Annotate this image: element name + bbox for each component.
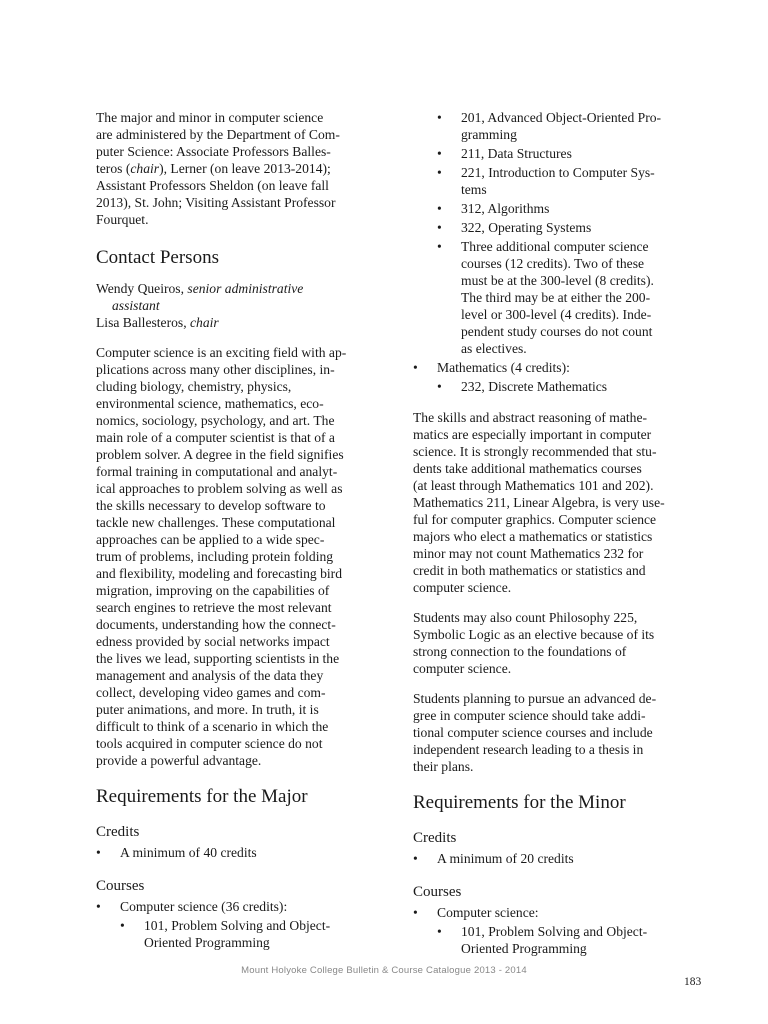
list-item-line: as electives.	[461, 341, 527, 356]
bullet-icon: •	[413, 360, 418, 375]
about-line: formal training in computational and analyt-	[96, 464, 338, 479]
bullet-icon: •	[437, 239, 442, 254]
skills-paragraph	[413, 409, 708, 596]
advanced-line: gree in computer science should take addi-	[413, 708, 646, 723]
skills-line: Mathematics 211, Linear Algebra, is very use-	[413, 495, 665, 510]
skills-line: credit in both mathematics or statistics and	[413, 563, 646, 578]
minor-credits-heading: Credits	[413, 830, 457, 846]
list-item-line: gramming	[461, 127, 517, 142]
list-item-line: 322, Operating Systems	[461, 220, 592, 235]
list-item: • A minimum of 20 credits	[413, 851, 574, 866]
about-line: ical approaches to problem solving as well as	[96, 481, 343, 496]
advanced-line: their plans.	[413, 759, 474, 774]
list-item-line: Three additional computer science	[461, 239, 649, 254]
catalogue-footer: Mount Holyoke College Bulletin & Course Catalogue 2013 - 2014	[241, 965, 527, 976]
about-line: provide a powerful advantage.	[96, 753, 262, 768]
list-item: • Computer science (36 credits):	[96, 899, 288, 914]
major-credits-list	[96, 844, 391, 861]
bullet-icon: •	[413, 851, 418, 866]
bullet-icon: •	[437, 220, 442, 235]
advanced-paragraph	[413, 690, 708, 775]
left-column	[96, 109, 391, 953]
bullet-icon: •	[96, 899, 101, 914]
list-item: • 101, Problem Solving and Object- Oriented Programming	[120, 918, 331, 950]
intro-paragraph: The major and minor in computer science are administered by the Department of Com- puter Science: Associate Professors Balles- teros (chair), Lerner (on leave 2013-2014); Assistant Professors Sheldon (on leave fall 2013), St. John; Visiting Assistant Professor Fourquet.	[96, 109, 391, 228]
about-line: management and analysis of the data they	[96, 668, 324, 683]
minor-courses-list	[413, 904, 708, 957]
skills-line: (at least through Mathematics 101 and 202).	[413, 478, 654, 493]
list-item-line: courses (12 credits). Two of these	[461, 256, 645, 271]
bullet-icon: •	[96, 845, 101, 860]
contact-queiros-role-cont: assistant	[112, 298, 160, 313]
minor-courses-heading: Courses	[413, 884, 462, 900]
bullet-icon: •	[437, 146, 442, 161]
about-line: puter animations, and more. In truth, it is	[96, 702, 319, 717]
list-item	[413, 164, 708, 198]
contact-persons-heading: Contact Persons	[96, 247, 219, 268]
about-line: collect, developing video games and com-	[96, 685, 326, 700]
bullet-icon: •	[437, 165, 442, 180]
list-item: • 101, Problem Solving and Object- Oriented Programming	[437, 924, 648, 956]
math-list	[413, 359, 708, 395]
list-item	[413, 109, 708, 143]
bullet-icon: •	[120, 918, 125, 933]
list-item-line: must be at the 300-level (8 credits).	[461, 273, 654, 288]
about-line: trum of problems, including protein folding	[96, 549, 334, 564]
major-requirements-heading: Requirements for the Major	[96, 786, 308, 807]
list-item-line: 221, Introduction to Computer Sys-	[461, 165, 655, 180]
bullet-icon: •	[437, 201, 442, 216]
bullet-icon: •	[413, 905, 418, 920]
list-item	[413, 219, 708, 236]
contact-list	[96, 280, 391, 331]
list-item: • Mathematics (4 credits):	[413, 360, 570, 375]
about-line: environmental science, mathematics, eco-	[96, 396, 324, 411]
page-number: 183	[684, 976, 702, 988]
about-line: migration, improving on the capabilities of	[96, 583, 330, 598]
about-line: Computer science is an exciting field with ap-	[96, 345, 347, 360]
bullet-icon: •	[437, 110, 442, 125]
about-line: problem solver. A degree in the field signifies	[96, 447, 344, 462]
about-paragraph	[96, 344, 391, 769]
about-line: cluding biology, chemistry, physics,	[96, 379, 292, 394]
skills-line: science. It is strongly recommended that stu-	[413, 444, 657, 459]
minor-credits-list	[413, 850, 708, 867]
skills-line: computer science.	[413, 580, 512, 595]
right-column	[413, 109, 708, 959]
skills-line: ful for computer graphics. Computer science	[413, 512, 657, 527]
philosophy-line: Symbolic Logic as an elective because of its	[413, 627, 655, 642]
intro-line-chair: teros (chair), Lerner (on leave 2013-2014);	[96, 161, 331, 176]
list-item-line: tems	[461, 182, 487, 197]
list-item-line: 312, Algorithms	[461, 201, 550, 216]
skills-line: dents take additional mathematics courses	[413, 461, 642, 476]
philosophy-paragraph	[413, 609, 708, 677]
philosophy-line: strong connection to the foundations of	[413, 644, 627, 659]
about-line: tackle new challenges. These computational	[96, 515, 336, 530]
about-line: edness provided by social networks impact	[96, 634, 330, 649]
list-item: • Computer science:	[413, 905, 539, 920]
list-item-line: pendent study courses do not count	[461, 324, 653, 339]
list-item-line: The third may be at either the 200-	[461, 290, 651, 305]
advanced-line: independent research leading to a thesis in	[413, 742, 644, 757]
list-item-line: level or 300-level (4 credits). Inde-	[461, 307, 652, 322]
list-item	[413, 200, 708, 217]
philosophy-line: computer science.	[413, 661, 512, 676]
about-line: approaches can be applied to a wide spec-	[96, 532, 325, 547]
bullet-icon: •	[437, 379, 442, 394]
list-item: • A minimum of 40 credits	[96, 845, 257, 860]
contact-queiros: Wendy Queiros, senior administrative	[96, 281, 304, 296]
about-line: documents, understanding how the connect-	[96, 617, 336, 632]
about-line: plications across many other disciplines, in-	[96, 362, 335, 377]
major-courses-heading: Courses	[96, 878, 145, 894]
skills-line: majors who elect a mathematics or statistics	[413, 529, 653, 544]
advanced-line: Students planning to pursue an advanced de-	[413, 691, 657, 706]
about-line: nomics, sociology, psychology, and art. The	[96, 413, 335, 428]
about-line: difficult to think of a scenario in which the	[96, 719, 329, 734]
skills-line: The skills and abstract reasoning of mathe-	[413, 410, 648, 425]
list-item-line: 201, Advanced Object-Oriented Pro-	[461, 110, 662, 125]
skills-line: matics are especially important in computer	[413, 427, 652, 442]
advanced-line: tional computer science courses and include	[413, 725, 653, 740]
philosophy-line: Students may also count Philosophy 225,	[413, 610, 638, 625]
list-item	[413, 145, 708, 162]
about-line: the lives we lead, supporting scientists in the	[96, 651, 340, 666]
major-courses-list	[96, 898, 391, 951]
list-item: • 232, Discrete Mathematics	[437, 379, 608, 394]
about-line: tools acquired in computer science do not	[96, 736, 323, 751]
about-line: the skills necessary to develop software to	[96, 498, 326, 513]
major-courses-continued-list	[413, 109, 708, 357]
bullet-icon: •	[437, 924, 442, 939]
list-item-line: 211, Data Structures	[461, 146, 572, 161]
about-line: main role of a computer scientist is that of a	[96, 430, 335, 445]
about-line: and flexibility, modeling and forecasting bird	[96, 566, 343, 581]
skills-line: minor may not count Mathematics 232 for	[413, 546, 644, 561]
major-credits-heading: Credits	[96, 824, 140, 840]
about-line: search engines to retrieve the most relevant	[96, 600, 332, 615]
minor-requirements-heading: Requirements for the Minor	[413, 792, 626, 813]
contact-ballesteros: Lisa Ballesteros, chair	[96, 315, 219, 330]
list-item	[413, 238, 708, 357]
